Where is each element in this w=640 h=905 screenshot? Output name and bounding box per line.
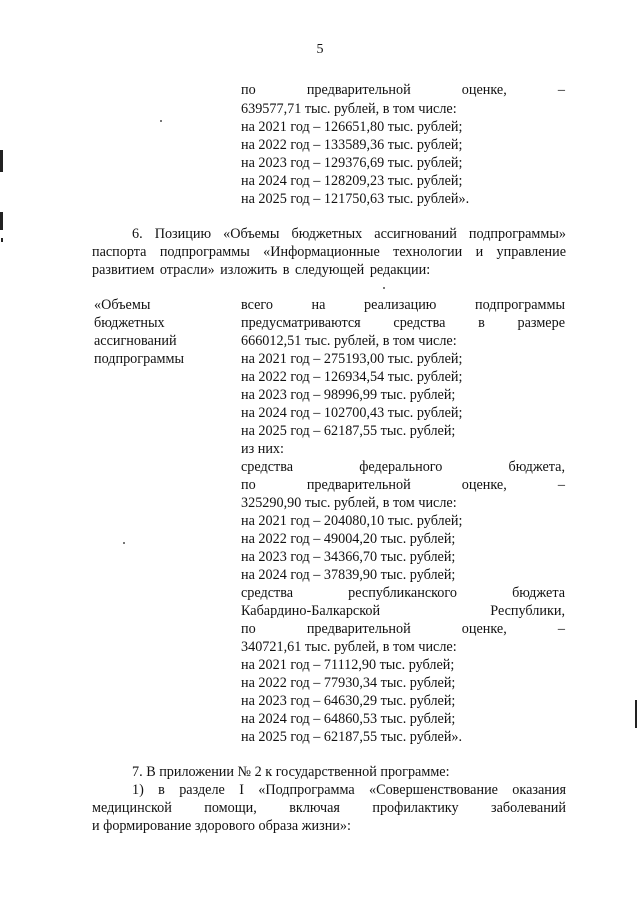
text-line: и формирование здорового образа жизни»: [92,818,351,834]
page-number: 5 [316,42,324,57]
table-right-line: средства федерального бюджета, [241,459,565,475]
text-line: 639577,71 тыс. рублей, в том числе: [241,101,457,117]
table-right-line: на 2023 год – 34366,70 тыс. рублей; [241,549,456,565]
scan-edge-mark [0,212,3,230]
table-right-line: на 2021 год – 71112,90 тыс. рублей; [241,657,455,673]
scan-edge-mark [635,700,637,728]
scan-speck [160,120,162,122]
scan-speck [123,542,125,544]
text-line: 1) в разделе I «Подпрограмма «Совершенствование оказания [132,782,566,798]
table-right-line: на 2021 год – 204080,10 тыс. рублей; [241,513,463,529]
table-right-line: на 2024 год – 102700,43 тыс. рублей; [241,405,463,421]
table-right-line: на 2023 год – 64630,29 тыс. рублей; [241,693,456,709]
table-right-line: всего на реализацию подпрограммы [241,297,565,313]
table-left-line: подпрограммы [94,351,184,367]
table-right-line: на 2023 год – 98996,99 тыс. рублей; [241,387,456,403]
scan-edge-mark [0,150,3,172]
table-right-line: предусматриваются средства в размере [241,315,565,331]
text-line: 6. Позицию «Объемы бюджетных ассигнований подпрограммы» [132,226,566,242]
table-left-line: «Объемы [94,297,151,313]
table-right-line: 325290,90 тыс. рублей, в том числе: [241,495,457,511]
text-line: на 2024 год – 128209,23 тыс. рублей; [241,173,463,189]
text-line: на 2022 год – 133589,36 тыс. рублей; [241,137,463,153]
text-line: на 2025 год – 121750,63 тыс. рублей». [241,191,470,207]
text-line: на 2021 год – 126651,80 тыс. рублей; [241,119,463,135]
text-line: паспорта подпрограммы «Информационные технологии и управление [92,244,566,260]
text-line: по предварительной оценке, – [241,82,565,98]
text-line: медицинской помощи, включая профилактику заболеваний [92,800,566,816]
table-right-line: на 2022 год – 49004,20 тыс. рублей; [241,531,456,547]
table-right-line: на 2022 год – 77930,34 тыс. рублей; [241,675,456,691]
table-right-line: из них: [241,441,284,457]
table-right-line: на 2021 год – 275193,00 тыс. рублей; [241,351,463,367]
table-right-line: средства республиканского бюджета [241,585,565,601]
table-right-line: Кабардино-Балкарской Республики, [241,603,565,619]
table-right-line: по предварительной оценке, – [241,621,565,637]
text-line: 7. В приложении № 2 к государственной программе: [132,764,450,780]
table-left-line: бюджетных [94,315,165,331]
table-right-line: по предварительной оценке, – [241,477,565,493]
table-right-line: на 2024 год – 37839,90 тыс. рублей; [241,567,456,583]
table-right-line: на 2022 год – 126934,54 тыс. рублей; [241,369,463,385]
scan-edge-mark [1,238,3,242]
table-right-line: 666012,51 тыс. рублей, в том числе: [241,333,457,349]
text-line: развитием отрасли» изложить в следующей редакции: [92,262,431,278]
table-right-line: на 2025 год – 62187,55 тыс. рублей; [241,423,456,439]
text-line: на 2023 год – 129376,69 тыс. рублей; [241,155,463,171]
table-left-line: ассигнований [94,333,177,349]
table-right-line: на 2025 год – 62187,55 тыс. рублей». [241,729,463,745]
scan-speck [383,287,385,289]
table-right-line: 340721,61 тыс. рублей, в том числе: [241,639,457,655]
table-right-line: на 2024 год – 64860,53 тыс. рублей; [241,711,456,727]
